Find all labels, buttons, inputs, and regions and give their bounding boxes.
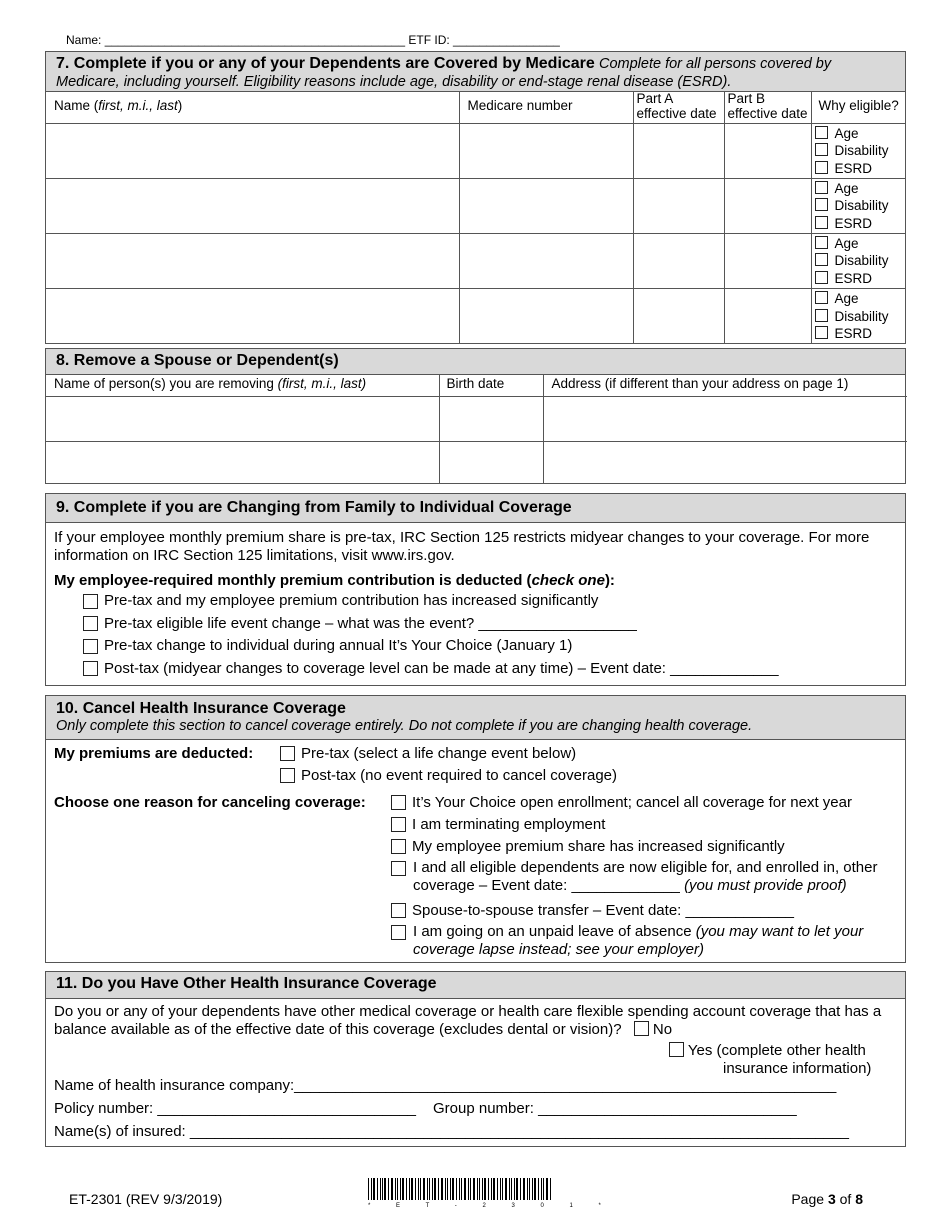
section-8-remove-dependent — [45, 348, 906, 484]
esrd-checkbox[interactable] — [815, 216, 828, 229]
medicare-number-cell[interactable] — [459, 123, 633, 178]
person-name-cell[interactable] — [46, 441, 439, 483]
checkbox[interactable] — [83, 639, 98, 654]
section-9-title: 9. Complete if you are Changing from Family to Individual Coverage — [56, 499, 572, 516]
section-9-body — [46, 523, 905, 686]
esrd-checkbox[interactable] — [815, 326, 828, 339]
disability-checkbox[interactable] — [815, 143, 828, 156]
insured-names-field[interactable]: _______________________________________________________________________________ — [189, 1123, 849, 1140]
checkbox[interactable] — [669, 1042, 684, 1057]
section-11-other-coverage — [45, 971, 906, 1147]
age-checkbox[interactable] — [815, 291, 828, 304]
option-pretax-life-event[interactable]: Pre-tax eligible life event change – what was the event? ___________________ — [83, 613, 897, 636]
checkbox[interactable] — [391, 925, 406, 940]
section-8-title: 8. Remove a Spouse or Dependent(s) — [56, 352, 339, 369]
barcode — [368, 1178, 613, 1209]
col-name-header: Name (first, m.i., last) — [46, 92, 459, 123]
col-part-a-header: Part A effective date — [633, 92, 724, 123]
section-10-subtitle: Only complete this section to cancel coverage entirely. Do not complete if you are changing health coverage. — [56, 718, 753, 734]
checkbox[interactable] — [280, 768, 295, 783]
name-cell[interactable] — [46, 233, 459, 288]
birth-date-cell[interactable] — [439, 441, 543, 483]
disability-checkbox[interactable] — [815, 309, 828, 322]
header-line — [66, 33, 560, 47]
medicare-number-cell[interactable] — [459, 233, 633, 288]
reason-unpaid-leave[interactable]: I am going on an unpaid leave of absence (you may want to let your coverage lapse instead; see your employer) — [391, 923, 899, 959]
page-number: Page 3 of 8 — [791, 1191, 863, 1207]
table-row — [46, 233, 905, 288]
name-cell[interactable] — [46, 178, 459, 233]
insured-names-row: Name(s) of insured: _______________________________________________________________________________ — [54, 1123, 849, 1140]
medicare-table-header — [46, 92, 905, 123]
col-birth-date-header: Birth date — [439, 375, 543, 396]
reason-open-enrollment[interactable]: It’s Your Choice open enrollment; cancel all coverage for next year — [391, 794, 852, 811]
table-row — [46, 288, 905, 343]
reason-terminating-employment[interactable]: I am terminating employment — [391, 816, 605, 833]
address-cell[interactable] — [543, 441, 907, 483]
part-a-date-cell[interactable] — [633, 123, 724, 178]
section-10-header — [46, 696, 905, 740]
etf-id-label: ETF ID: — [408, 33, 450, 47]
part-a-date-cell[interactable] — [633, 178, 724, 233]
irc-125-paragraph: If your employee monthly premium share is pre-tax, IRC Section 125 restricts midyear changes to your coverage. For more information on IRC Section 125 limitations, visit www.irs.gov. — [54, 529, 870, 564]
group-number-row: Group number: _______________________________ — [433, 1100, 797, 1117]
checkbox[interactable] — [391, 861, 406, 876]
section-9-family-to-individual — [45, 493, 906, 686]
age-checkbox[interactable] — [815, 236, 828, 249]
policy-number-row: Policy number: _______________________________ — [54, 1100, 417, 1117]
option-pretax-increase[interactable]: Pre-tax and my employee premium contribution has increased significantly — [83, 590, 897, 613]
checkbox[interactable] — [83, 594, 98, 609]
table-row — [46, 396, 907, 441]
age-checkbox[interactable] — [815, 181, 828, 194]
esrd-checkbox[interactable] — [815, 161, 828, 174]
checkbox[interactable] — [391, 795, 406, 810]
option-no[interactable]: No — [634, 1021, 672, 1038]
section-10-body — [46, 740, 905, 962]
medicare-number-cell[interactable] — [459, 288, 633, 343]
checkbox[interactable] — [391, 839, 406, 854]
why-eligible-cell: Age Disability ESRD — [811, 288, 905, 343]
section-11-body — [46, 999, 905, 1146]
section-11-header — [46, 972, 905, 999]
checkbox[interactable] — [280, 746, 295, 761]
col-part-b-header: Part B effective date — [724, 92, 811, 123]
section-10-cancel-coverage — [45, 695, 906, 963]
premium-deduction-question: My employee-required monthly premium contribution is deducted (check one): — [54, 572, 615, 589]
name-cell[interactable] — [46, 123, 459, 178]
section-7-subtitle: Complete for all persons covered by Medicare, including yourself. Eligibility reasons include age, disability or end-stage renal disease (ESRD). — [56, 56, 832, 90]
option-pretax[interactable]: Pre-tax (select a life change event below) — [280, 745, 576, 762]
checkbox[interactable] — [83, 661, 98, 676]
col-address-header: Address (if different than your address on page 1) — [543, 375, 907, 396]
remove-table-header — [46, 375, 907, 396]
reason-spouse-transfer[interactable]: Spouse-to-spouse transfer – Event date: _____________ — [391, 902, 794, 919]
option-posttax[interactable]: Post-tax (no event required to cancel coverage) — [280, 767, 617, 784]
company-name-row: Name of health insurance company:_________________________________________________________________ — [54, 1077, 837, 1094]
form-id: ET-2301 (REV 9/3/2019) — [69, 1191, 223, 1207]
option-posttax-midyear[interactable]: Post-tax (midyear changes to coverage level can be made at any time) – Event date: _____________ — [83, 658, 897, 681]
other-coverage-question: Do you or any of your dependents have other medical coverage or health care flexible spending account coverage that has a balance available as of the effective date of this coverage (excludes dental or vision)? No — [54, 1003, 882, 1038]
option-yes[interactable]: Yes (complete other health insurance information) — [669, 1042, 871, 1078]
why-eligible-cell: Age Disability ESRD — [811, 123, 905, 178]
section-7-header — [46, 52, 905, 92]
checkbox[interactable] — [83, 616, 98, 631]
person-name-cell[interactable] — [46, 396, 439, 441]
premiums-deducted-label: My premiums are deducted: — [54, 745, 254, 762]
section-8-header — [46, 349, 905, 375]
esrd-checkbox[interactable] — [815, 271, 828, 284]
checkbox[interactable] — [391, 903, 406, 918]
part-b-date-cell[interactable] — [724, 178, 811, 233]
table-row — [46, 441, 907, 483]
name-field[interactable]: _____________________________________________ — [104, 33, 406, 47]
part-b-date-cell[interactable] — [724, 288, 811, 343]
part-a-date-cell[interactable] — [633, 288, 724, 343]
col-person-name-header: Name of person(s) you are removing (first, m.i., last) — [46, 375, 439, 396]
cancel-reason-label: Choose one reason for canceling coverage: — [54, 794, 366, 811]
barcode-text: * E T - 2 3 0 1 * — [368, 1203, 613, 1209]
name-cell[interactable] — [46, 288, 459, 343]
section-10-title: 10. Cancel Health Insurance Coverage — [56, 700, 346, 717]
table-row — [46, 123, 905, 178]
section-7-medicare — [45, 51, 906, 344]
birth-date-cell[interactable] — [439, 396, 543, 441]
policy-number-field[interactable]: _______________________________ — [157, 1100, 417, 1117]
part-b-date-cell[interactable] — [724, 233, 811, 288]
why-eligible-cell: Age Disability ESRD — [811, 178, 905, 233]
medicare-number-cell[interactable] — [459, 178, 633, 233]
etf-id-field[interactable]: ________________ — [453, 33, 560, 47]
group-number-field[interactable]: _______________________________ — [538, 1100, 797, 1117]
section-7-title: 7. Complete if you or any of your Dependents are Covered by Medicare — [56, 55, 595, 72]
checkbox[interactable] — [634, 1021, 649, 1036]
part-b-date-cell[interactable] — [724, 123, 811, 178]
address-cell[interactable] — [543, 396, 907, 441]
part-a-date-cell[interactable] — [633, 233, 724, 288]
barcode-bars — [368, 1178, 551, 1200]
col-medicare-number-header: Medicare number — [459, 92, 633, 123]
col-why-eligible-header: Why eligible? — [811, 92, 905, 123]
reason-premium-increase[interactable]: My employee premium share has increased significantly — [391, 838, 785, 855]
company-name-field[interactable]: _________________________________________________________________ — [294, 1077, 837, 1094]
section-9-header — [46, 494, 905, 523]
section-11-title: 11. Do you Have Other Health Insurance Coverage — [56, 975, 437, 992]
name-label: Name: — [66, 33, 102, 47]
option-pretax-annual[interactable]: Pre-tax change to individual during annual It’s Your Choice (January 1) — [83, 635, 897, 658]
why-eligible-cell: Age Disability ESRD — [811, 233, 905, 288]
disability-checkbox[interactable] — [815, 253, 828, 266]
medicare-table — [46, 92, 905, 343]
table-row — [46, 178, 905, 233]
age-checkbox[interactable] — [815, 126, 828, 139]
reason-other-coverage[interactable]: I and all eligible dependents are now eligible for, and enrolled in, other coverage – Event date: _____________ (you must provide proof) — [391, 859, 899, 895]
disability-checkbox[interactable] — [815, 198, 828, 211]
remove-dependent-table — [46, 375, 907, 483]
checkbox[interactable] — [391, 817, 406, 832]
